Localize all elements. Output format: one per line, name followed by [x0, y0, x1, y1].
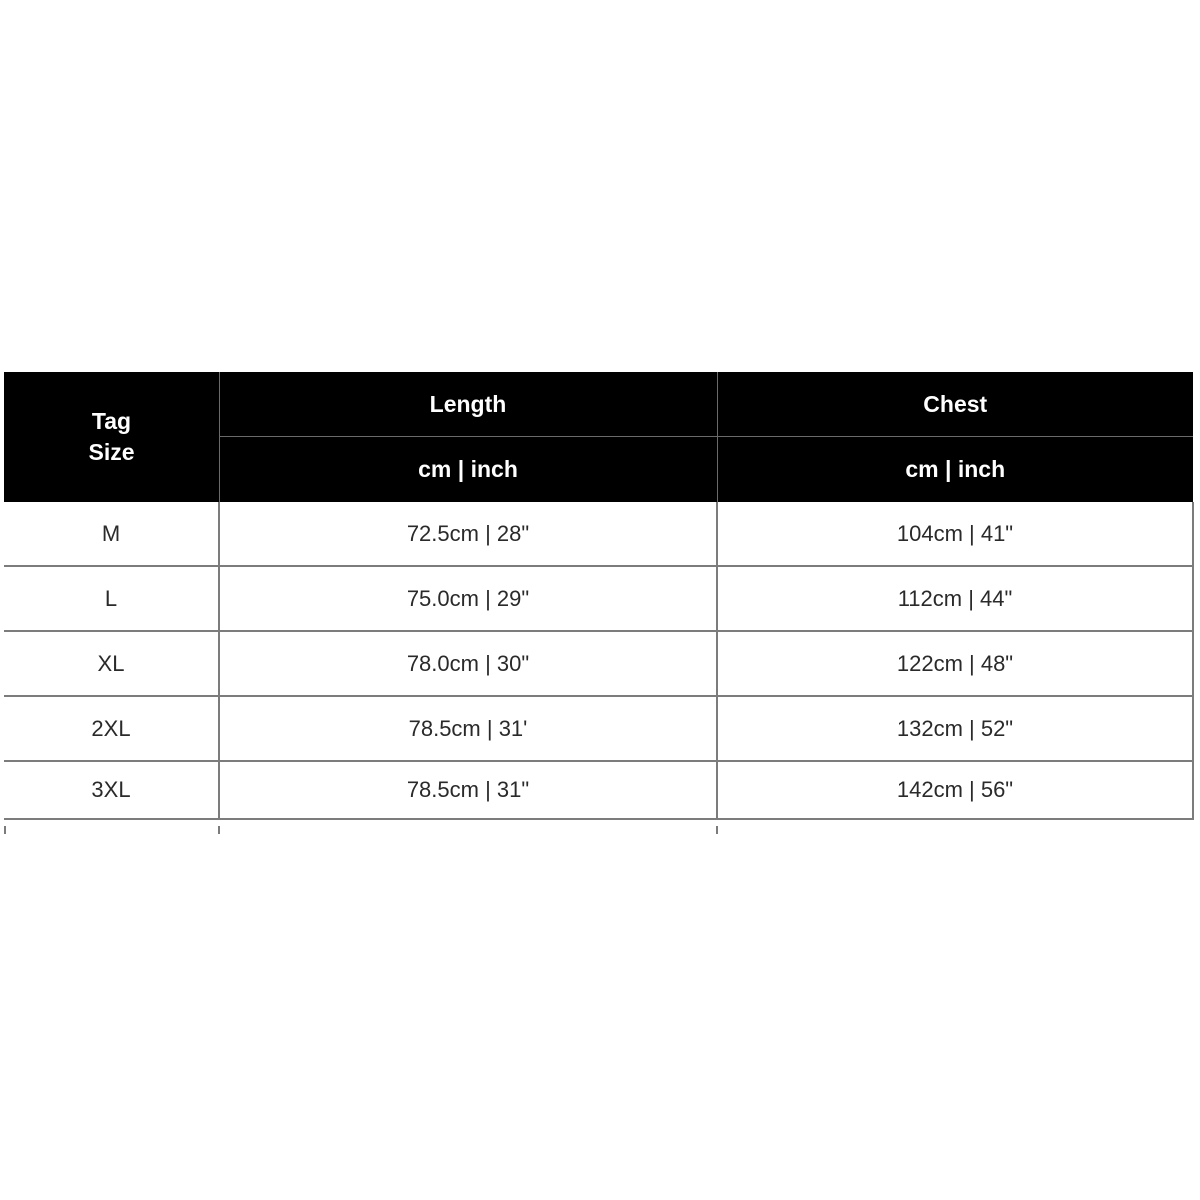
table-row — [4, 566, 1193, 631]
header-chest: Chest — [717, 372, 1193, 437]
size-chart-table — [4, 372, 1194, 820]
table-row — [4, 631, 1193, 696]
table-header — [4, 372, 1193, 502]
size-cell: 3XL — [4, 761, 219, 819]
size-cell: 2XL — [4, 696, 219, 761]
table-edge-stub — [4, 826, 6, 834]
chest-cell: 142cm | 56" — [717, 761, 1193, 819]
length-cell: 78.5cm | 31" — [219, 761, 717, 819]
header-size-label: Size — [88, 439, 135, 465]
length-cell: 78.0cm | 30" — [219, 631, 717, 696]
chest-cell: 104cm | 41" — [717, 502, 1193, 566]
header-length: Length — [219, 372, 717, 437]
chest-cell: 112cm | 44" — [717, 566, 1193, 631]
size-cell: M — [4, 502, 219, 566]
header-chest-unit: cm | inch — [717, 437, 1193, 503]
header-length-unit: cm | inch — [219, 437, 717, 503]
table-row — [4, 696, 1193, 761]
header-tag-size — [4, 372, 219, 502]
length-cell: 78.5cm | 31' — [219, 696, 717, 761]
table-body — [4, 502, 1193, 819]
table-edge-stub — [218, 826, 220, 834]
chest-cell: 122cm | 48" — [717, 631, 1193, 696]
chest-cell: 132cm | 52" — [717, 696, 1193, 761]
header-tag-label: Tag — [91, 408, 132, 434]
size-cell: XL — [4, 631, 219, 696]
length-cell: 72.5cm | 28" — [219, 502, 717, 566]
length-cell: 75.0cm | 29" — [219, 566, 717, 631]
table-row — [4, 502, 1193, 566]
table-row — [4, 761, 1193, 819]
table-edge-stub — [716, 826, 718, 834]
size-cell: L — [4, 566, 219, 631]
